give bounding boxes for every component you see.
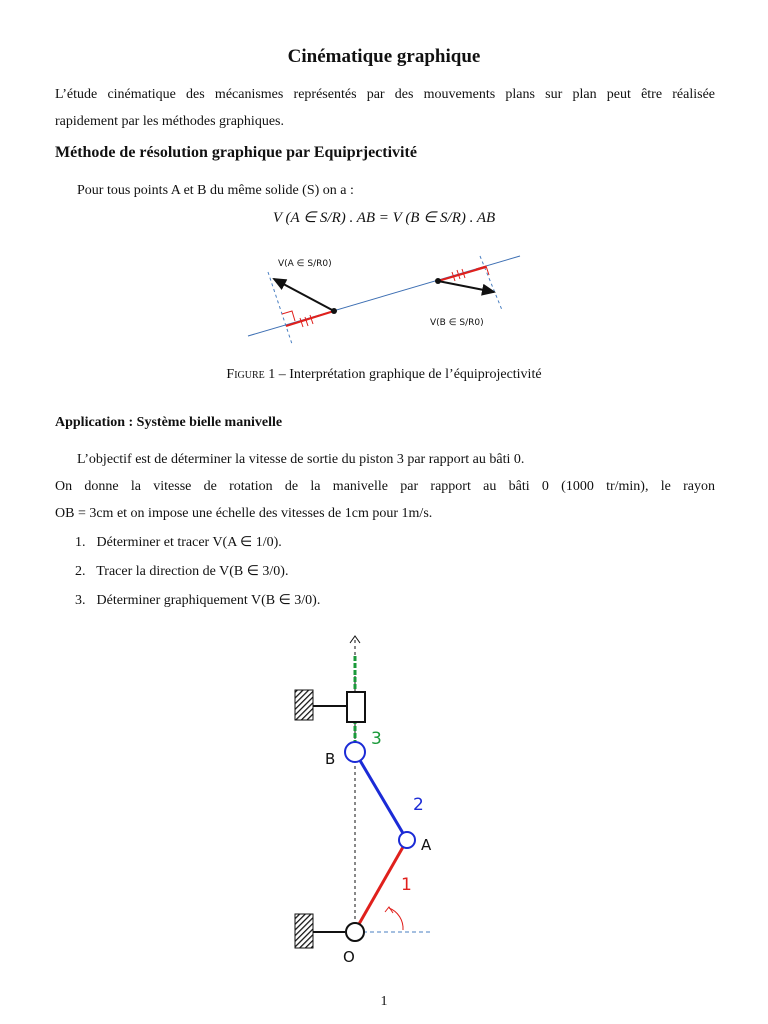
label-part-2: 2 — [413, 795, 424, 815]
page-number: 1 — [380, 994, 388, 1009]
statement — [77, 177, 737, 204]
list-text: Tracer la direction de V(B ∈ 3/0). — [96, 564, 289, 579]
vector-va — [274, 279, 334, 311]
joint-a — [399, 832, 415, 848]
proj-a — [286, 311, 334, 326]
label-b: B — [325, 750, 336, 768]
point-b — [435, 278, 441, 284]
label-a: A — [421, 836, 432, 854]
joint-b — [345, 742, 365, 762]
list-number: 2. — [75, 564, 86, 579]
frame-hatch-top — [295, 690, 313, 720]
label-part-3: 3 — [371, 729, 382, 749]
point-a — [331, 308, 337, 314]
list-number: 1. — [75, 535, 86, 550]
list-item — [75, 563, 288, 580]
figure-caption — [0, 367, 768, 383]
list-item — [75, 592, 320, 609]
label-part-1: 1 — [401, 875, 412, 895]
objective-text: L’objectif est de déterminer la vitesse de sortie du piston 3 par rapport au bâti 0. — [77, 452, 525, 467]
list-text: Déterminer graphiquement V(B ∈ 3/0). — [96, 593, 321, 608]
connecting-rod — [355, 752, 407, 840]
figure-equiprojectivity — [240, 248, 530, 348]
list-number: 3. — [75, 593, 86, 608]
vector-vb — [438, 281, 494, 292]
label-va: V(A ∈ S/R0) — [278, 259, 332, 269]
given-line-2: OB = 3cm et on impose une échelle des vitesses de 1cm pour 1m/s. — [55, 506, 433, 521]
figure-mechanism — [285, 628, 445, 968]
caption-text: – Interprétation graphique de l’équiprojectivité — [275, 367, 542, 382]
equation-text: V (A ∈ S/R) . AB = V (B ∈ S/R) . AB — [272, 210, 496, 226]
intro-line-2: rapidement par les méthodes graphiques. — [55, 114, 284, 129]
frame-hatch-bottom — [295, 914, 313, 948]
list-text: Déterminer et tracer V(A ∈ 1/0). — [96, 535, 282, 550]
given-line-1: On donne la vitesse de rotation de la manivelle par rapport au bâti 0 (1000 tr/min), le rayon — [55, 479, 715, 494]
crank — [355, 840, 407, 931]
statement-text: Pour tous points A et B du même solide (S) on a : — [77, 183, 354, 198]
application-title: Application : Système bielle manivelle — [55, 415, 283, 430]
equipro-equation — [0, 208, 768, 227]
slider-block — [347, 692, 365, 722]
label-o: O — [343, 948, 355, 966]
caption-prefix: Figure 1 — [226, 367, 276, 382]
label-vb: V(B ∈ S/R0) — [430, 318, 484, 328]
section-title: Méthode de résolution graphique par Equiprjectivité — [55, 144, 417, 161]
joint-o — [346, 923, 364, 941]
rotation-arc — [389, 908, 403, 930]
list-item — [75, 534, 282, 551]
intro-line-1: L’étude cinématique des mécanismes représentés par des mouvements plans sur plan peut être réalisée — [55, 87, 715, 102]
page-title: Cinématique graphique — [287, 46, 481, 67]
